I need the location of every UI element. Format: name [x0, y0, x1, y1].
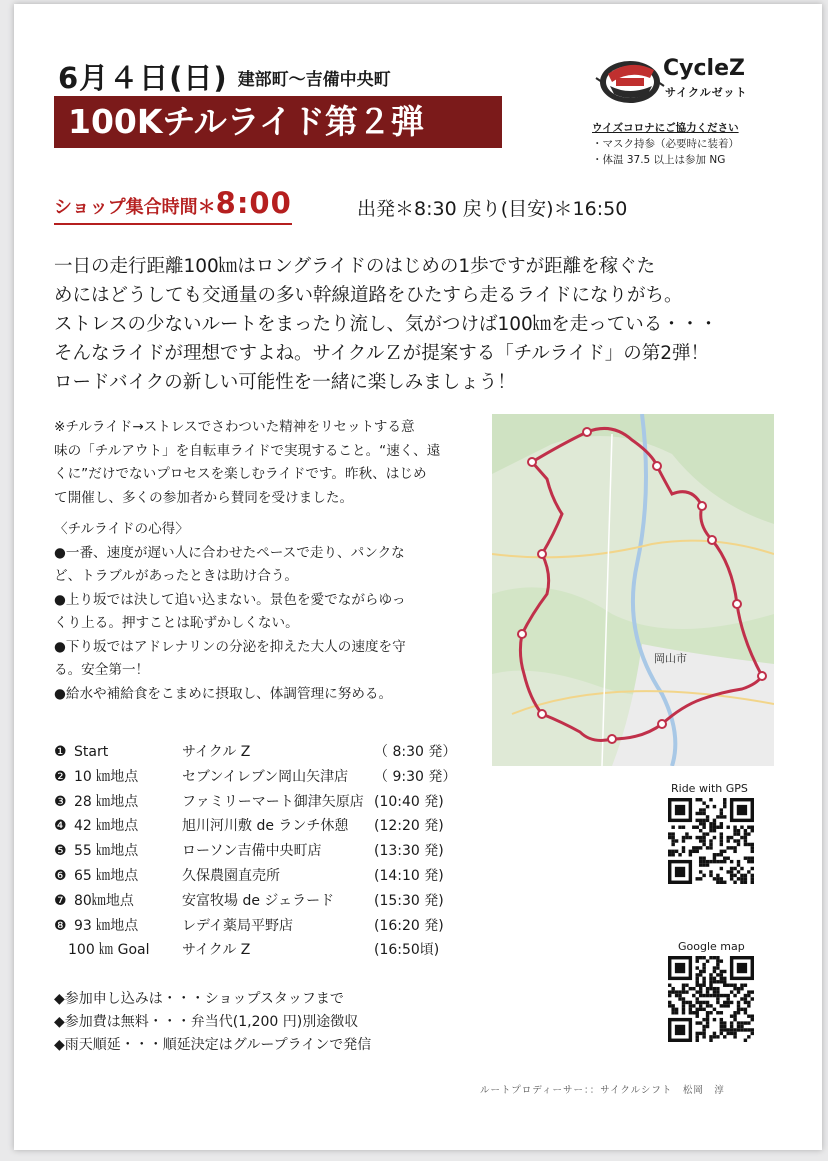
meeting-label: ショップ集合時間＊	[54, 197, 216, 218]
stop-distance: 100 ㎞ Goal	[68, 942, 150, 959]
stop-row	[54, 914, 494, 939]
stop-time: (14:10 発)	[374, 867, 444, 884]
route-map	[492, 414, 774, 766]
stop-number: ❸	[54, 793, 67, 810]
intro-line: めにはどうしても交通量の多い幹線道路をひたすら走るライドになりがち。	[54, 285, 683, 306]
stop-row	[54, 814, 494, 839]
flyer-page	[14, 4, 822, 1150]
stop-list	[54, 740, 494, 963]
rule-line: ●下り坂ではアドレナリンの分泌を抑えた大人の速度を守	[54, 638, 406, 655]
event-title: 100Kチルライド第２弾	[54, 96, 502, 148]
stop-number: ❽	[54, 917, 67, 934]
rule-line: くり上る。押すことは恥ずかしくない。	[54, 615, 299, 631]
stop-distance: 28 ㎞地点	[74, 793, 139, 810]
stop-time: (10:40 発)	[374, 793, 444, 810]
note-line: ◆参加費は無料・・・弁当代(1,200 円)別途徴収	[54, 1014, 359, 1031]
meeting-time-value: 8:00	[215, 186, 292, 220]
covid-heading: ウイズコロナにご協力ください	[592, 122, 739, 134]
stop-distance: 42 ㎞地点	[74, 818, 139, 835]
route-producer: ルートプロディーサー：：サイクルシフト 松岡 淳	[480, 1085, 725, 1096]
chill-line: くに”だけでないプロセスを楽しむライドです。昨秋、はじめ	[54, 466, 427, 482]
google-map-label: Google map	[678, 940, 745, 953]
stop-place: サイクル Z	[182, 942, 251, 959]
rule-line: ●一番、速度が遅い人に合わせたペースで走り、パンクな	[54, 544, 405, 561]
stop-distance: 93 ㎞地点	[74, 917, 139, 934]
stop-row	[54, 864, 494, 889]
covid-notice	[592, 120, 739, 168]
stop-row	[54, 740, 494, 765]
stop-time: (16:20 発)	[374, 917, 444, 934]
rule-line: ど、トラブルがあったときは助け合う。	[54, 568, 299, 584]
logo-subtitle: サイクルゼット	[665, 86, 748, 99]
event-date	[58, 56, 391, 97]
stop-place: ファミリーマート御津矢原店	[182, 793, 364, 810]
stop-number: ❹	[54, 818, 67, 835]
covid-item: ・マスク持参（必要時に装着）	[592, 138, 739, 150]
chill-ride-description	[54, 416, 494, 706]
date-text: 6月４日(日)	[58, 61, 228, 95]
note-line: ◆雨天順延・・・順延決定はグループラインで発信	[54, 1037, 372, 1054]
stop-number: ❶	[54, 744, 67, 760]
map-city-label: 岡山市	[654, 652, 687, 665]
intro-line: ストレスの少ないルートをまったり流し、気がつけば100㎞を走っている・・・	[54, 314, 718, 335]
stop-row	[54, 938, 494, 963]
notes	[54, 988, 371, 1058]
covid-item: ・体温 37.5 以上は参加 NG	[592, 154, 726, 166]
stop-number: ❺	[54, 843, 67, 860]
stop-time: （ 8:30 発）	[374, 744, 457, 760]
stop-time: (12:20 発)	[374, 818, 444, 835]
spacer	[54, 510, 494, 518]
stop-distance: 10 ㎞地点	[74, 768, 139, 785]
rule-line: ●給水や補給食をこまめに摂取し、体調管理に努める。	[54, 685, 393, 702]
stop-place: サイクル Z	[182, 744, 251, 760]
stop-number: ❷	[54, 768, 67, 785]
stop-distance: 80㎞地点	[74, 892, 134, 909]
rules-title: 〈チルライドの心得〉	[54, 521, 189, 537]
rwgps-qr-code-icon[interactable]	[668, 798, 754, 884]
departure-return: 出発＊8:30 戻り(目安)＊16:50	[357, 198, 628, 220]
stop-row	[54, 889, 494, 914]
stop-distance: 55 ㎞地点	[74, 843, 139, 860]
stop-place: ローソン吉備中央町店	[182, 843, 322, 860]
stop-time: （ 9:30 発）	[374, 768, 457, 785]
area-text: 建部町〜吉備中央町	[237, 70, 391, 90]
intro-line: そんなライドが理想ですよね。サイクルＺが提案する「チルライド」の第2弾！	[54, 343, 710, 364]
google-map-qr-code-icon[interactable]	[668, 956, 754, 1042]
stop-row	[54, 765, 494, 790]
chill-line: 味の「チルアウト」を自転車ライドで実現すること。“速く、遠	[54, 442, 441, 459]
chill-line: て開催し、多くの参加者から賛同を受けました。	[54, 489, 354, 506]
meeting-time	[54, 188, 292, 225]
intro-line: 一日の走行距離100㎞はロングライドのはじめの1歩ですが距離を稼ぐた	[54, 256, 656, 277]
rwgps-label: Ride with GPS	[671, 782, 748, 795]
intro-text	[54, 252, 794, 397]
rule-line: る。安全第一！	[54, 662, 150, 678]
note-line: ◆参加申し込みは・・・ショップスタッフまで	[54, 991, 344, 1007]
rule-line: ●上り坂では決して追い込まない。景色を愛でながらゆっ	[54, 591, 406, 608]
stop-place: 安富牧場 de ジェラード	[182, 892, 335, 909]
stop-number: ❻	[54, 867, 67, 884]
stop-number: ❼	[54, 892, 67, 909]
stop-time: (13:30 発)	[374, 843, 444, 860]
stop-place: レデイ薬局平野店	[182, 917, 294, 934]
stop-distance: Start	[74, 744, 109, 760]
stop-place: 旭川河川敷 de ランチ休憩	[182, 818, 349, 835]
chill-line: ※チルライド→ストレスでさわついた精神をリセットする意	[54, 419, 415, 435]
stop-place: セブンイレブン岡山矢津店	[182, 768, 349, 785]
stop-row	[54, 839, 494, 864]
logo-name: CycleZ	[663, 56, 745, 81]
intro-line: ロードバイクの新しい可能性を一緒に楽しみましょう！	[54, 372, 516, 393]
stop-time: (16:50頃)	[374, 942, 440, 959]
stop-distance: 65 ㎞地点	[74, 867, 139, 884]
stop-time: (15:30 発)	[374, 892, 444, 909]
stop-row	[54, 790, 494, 815]
stop-place: 久保農園直売所	[182, 867, 280, 884]
